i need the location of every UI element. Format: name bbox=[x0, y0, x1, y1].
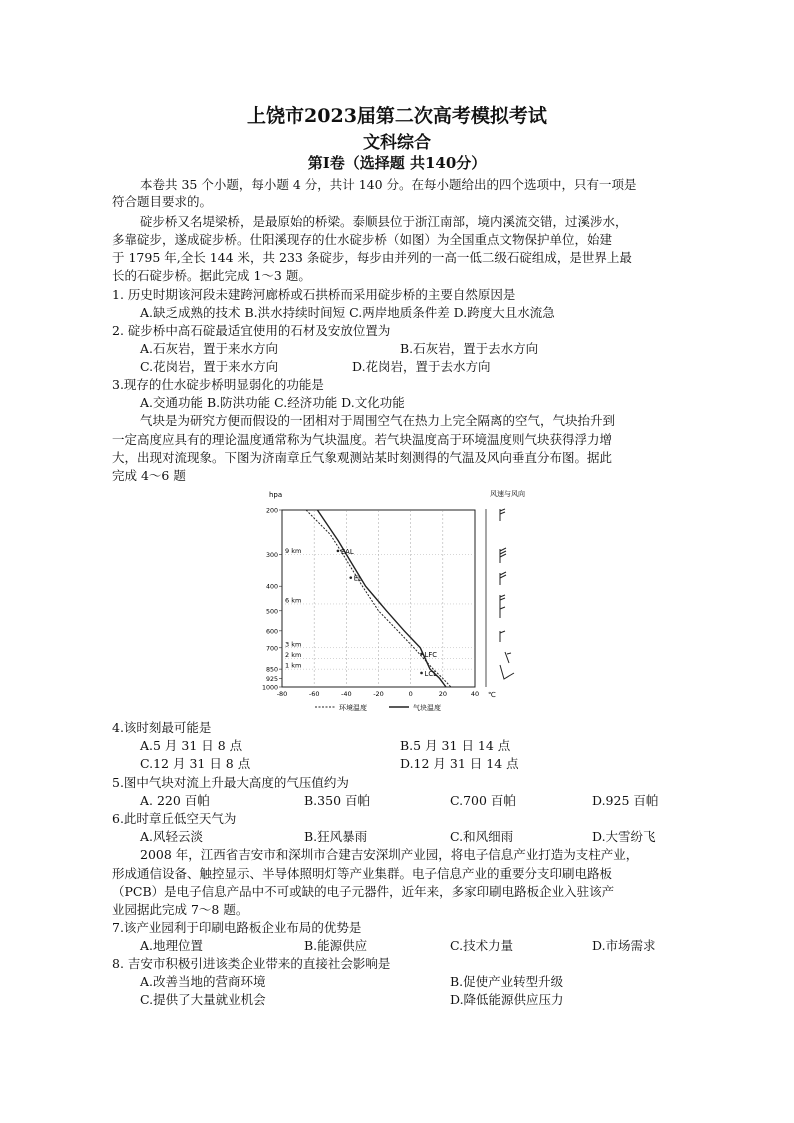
x-tick-label: -60 bbox=[308, 690, 320, 698]
passage3-line: 业园据此完成 7～8 题。 bbox=[112, 902, 249, 917]
q6-option-b: B.狂风暴雨 bbox=[304, 829, 368, 844]
height-label: 1 km bbox=[285, 661, 302, 670]
q2-option-c: C.花岗岩，置于来水方向 bbox=[140, 359, 279, 374]
passage1-line: 多靠碇步，遂成碇步桥。仕阳溪现存的仕水碇步桥（如图）为全国重点文物保护单位，始建 bbox=[112, 232, 613, 247]
passage2-line: 完成 4～6 题 bbox=[112, 468, 186, 483]
q8-option-b: B.促使产业转型升级 bbox=[450, 974, 564, 989]
intro-line: 符合题目要求的。 bbox=[112, 194, 213, 209]
q2-stem: 2. 碇步桥中高石碇最适宜使用的石材及安放位置为 bbox=[112, 323, 391, 338]
wind-barb bbox=[500, 509, 505, 521]
x-tick-label: -40 bbox=[341, 690, 352, 698]
passage2-line: 气块是为研究方便而假设的一团相对于周围空气在热力上完全隔离的空气，气块抬升到 bbox=[140, 413, 616, 428]
q3-options: A.交通功能 B.防洪功能 C.经济功能 D.文化功能 bbox=[140, 395, 405, 410]
q5-option-b: B.350 百帕 bbox=[304, 793, 370, 808]
passage2-line: 大，出现对流现象。下图为济南章丘气象观测站某时刻测得的气温及风向垂直分布图。据此 bbox=[112, 450, 613, 465]
x-tick-label: -80 bbox=[276, 690, 288, 698]
q8-option-c: C.提供了大量就业机会 bbox=[140, 992, 266, 1007]
x-ticks bbox=[277, 690, 479, 698]
passage3-line: （PCB）是电子信息产品中不可或缺的电子元器件，近年来，多家印刷电路板企业入驻该产 bbox=[112, 884, 615, 899]
height-label: 3 km bbox=[285, 640, 302, 649]
q6-option-d: D.大雪纷飞 bbox=[592, 829, 656, 844]
passage3-line: 形成通信设备、触控显示、半导体照明灯等产业集群。电子信息产业的重要分支印刷电路板 bbox=[112, 866, 613, 881]
exam-subject: 文科综合 bbox=[363, 133, 431, 153]
y-tick-label: 600 bbox=[265, 628, 278, 636]
x-axis-unit: ℃ bbox=[488, 691, 496, 699]
height-label: 2 km bbox=[285, 650, 302, 659]
q5-option-c: C.700 百帕 bbox=[450, 793, 516, 808]
passage2-line: 一定高度应具有的理论温度通常称为气块温度。若气块温度高于环境温度则气块获得浮力增 bbox=[112, 432, 613, 447]
q7-option-a: A.地理位置 bbox=[140, 938, 204, 953]
legend bbox=[315, 703, 441, 712]
q8-option-a: A.改善当地的营商环境 bbox=[140, 974, 266, 989]
q4-option-c: C.12 月 31 日 8 点 bbox=[140, 756, 251, 771]
wind-barb bbox=[505, 652, 511, 663]
wind-barb bbox=[500, 595, 505, 607]
q5-stem: 5.图中气块对流上升最大高度的气压值约为 bbox=[112, 775, 349, 790]
y-tick-label: 925 bbox=[265, 675, 278, 683]
q5-option-d: D.925 百帕 bbox=[592, 793, 659, 808]
y-tick-label: 500 bbox=[265, 608, 278, 616]
wind-barb bbox=[500, 631, 505, 642]
x-tick-label: 20 bbox=[438, 690, 447, 698]
q1-stem: 1. 历史时期该河段未建跨河廊桥或石拱桥而采用碇步桥的主要自然原因是 bbox=[112, 287, 516, 302]
x-tick-label: 0 bbox=[408, 690, 413, 698]
q4-option-d: D.12 月 31 日 14 点 bbox=[400, 756, 519, 771]
q6-stem: 6.此时章丘低空天气为 bbox=[112, 811, 237, 826]
exam-title: 上饶市2023届第二次高考模拟考试 bbox=[247, 105, 547, 127]
y-tick-label: 850 bbox=[265, 666, 278, 674]
q8-stem: 8. 吉安市积极引进该类企业带来的直接社会影响是 bbox=[112, 956, 391, 971]
wind-profile bbox=[478, 487, 538, 692]
q4-option-b: B.5 月 31 日 14 点 bbox=[400, 738, 511, 753]
q8-option-d: D.降低能源供应压力 bbox=[450, 992, 564, 1007]
intro-line: 本卷共 35 个小题，每小题 4 分，共计 140 分。在每小题给出的四个选项中，只有一项是 bbox=[140, 177, 637, 192]
q6-option-c: C.和风细雨 bbox=[450, 829, 514, 844]
q2-option-d: D.花岗岩，置于去水方向 bbox=[352, 359, 491, 374]
y-tick-label: 400 bbox=[265, 583, 278, 591]
annotation-point bbox=[349, 576, 352, 579]
parcel-temperature-line bbox=[317, 510, 446, 687]
q2-option-a: A.石灰岩，置于来水方向 bbox=[140, 341, 279, 356]
q1-options: A.缺乏成熟的技术 B.洪水持续时间短 C.两岸地质条件差 D.跨度大且水流急 bbox=[140, 305, 555, 320]
wind-title: 风速与风向 bbox=[490, 490, 525, 498]
q7-option-b: B.能源供应 bbox=[304, 938, 368, 953]
passage3-line: 2008 年，江西省吉安市和深圳市合建吉安深圳产业园，将电子信息产业打造为支柱产业， bbox=[140, 847, 639, 862]
annotation-point bbox=[337, 550, 340, 553]
q2-option-b: B.石灰岩，置于去水方向 bbox=[400, 341, 539, 356]
height-label: 6 km bbox=[285, 596, 302, 605]
legend-env: 环境温度 bbox=[339, 704, 367, 712]
y-tick-label: 700 bbox=[265, 645, 278, 653]
x-tick-label: 40 bbox=[470, 690, 480, 698]
y-ticks bbox=[262, 508, 282, 692]
passage1-line: 于 1795 年,全长 144 米，共 233 条碇步，每步由并列的一高一低二级石碇组成，是世界上最 bbox=[112, 250, 632, 265]
wind-barb bbox=[500, 607, 505, 618]
q7-stem: 7.该产业园利于印刷电路板企业布局的优势是 bbox=[112, 920, 362, 935]
wind-barb bbox=[500, 665, 514, 679]
annotation-label: EAL bbox=[340, 547, 354, 556]
q5-option-a: A. 220 百帕 bbox=[140, 793, 210, 808]
y-axis-label: hpa bbox=[269, 491, 283, 499]
exam-part: 第Ⅰ卷（选择题 共140分） bbox=[307, 154, 487, 172]
q7-option-c: C.技术力量 bbox=[450, 938, 514, 953]
q7-option-d: D.市场需求 bbox=[592, 938, 656, 953]
y-tick-label: 300 bbox=[265, 552, 278, 560]
legend-parcel: 气块温度 bbox=[413, 704, 441, 712]
height-label: 9 km bbox=[285, 547, 302, 556]
wind-barb bbox=[500, 548, 506, 563]
q3-stem: 3.现存的仕水碇步桥明显弱化的功能是 bbox=[112, 377, 324, 392]
q4-option-a: A.5 月 31 日 8 点 bbox=[140, 738, 243, 753]
wind-barbs bbox=[500, 509, 514, 679]
q4-stem: 4.该时刻最可能是 bbox=[112, 720, 212, 735]
passage1-line: 碇步桥又名堤梁桥，是最原始的桥梁。泰顺县位于浙江南部，境内溪流交错，过溪涉水， bbox=[140, 214, 628, 229]
x-tick-label: -20 bbox=[373, 690, 384, 698]
y-tick-label: 1000 bbox=[261, 684, 278, 692]
annotation-label: LFC bbox=[424, 650, 437, 659]
annotation-label: LCL bbox=[424, 669, 437, 678]
annotation-point bbox=[420, 672, 423, 675]
annotation-label: EL bbox=[353, 574, 362, 583]
passage1-line: 长的石碇步桥。据此完成 1～3 题。 bbox=[112, 268, 311, 283]
grid bbox=[314, 510, 443, 687]
q6-option-a: A.风轻云淡 bbox=[140, 829, 204, 844]
wind-barb bbox=[500, 572, 506, 585]
annotation-point bbox=[420, 653, 423, 656]
y-tick-label: 200 bbox=[265, 507, 278, 515]
